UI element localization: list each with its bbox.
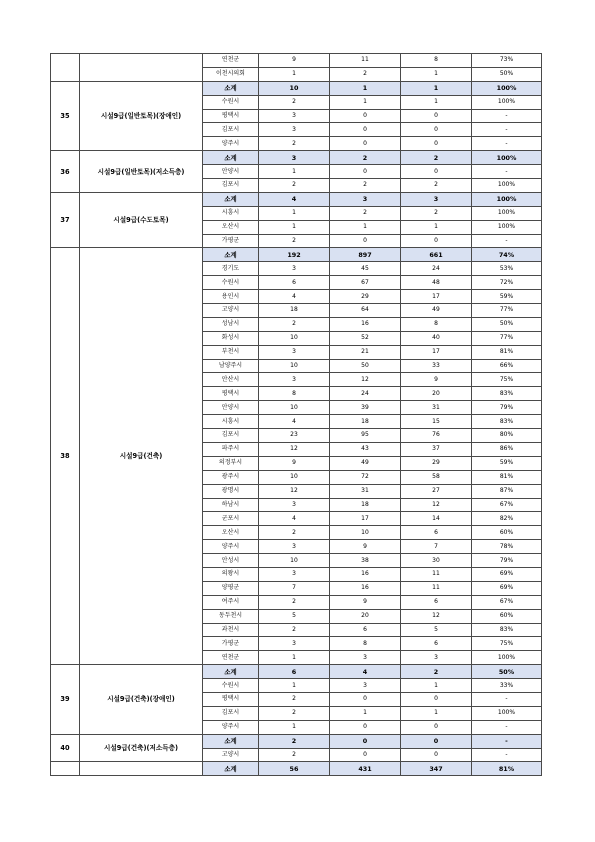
value-cell-2: 0	[330, 734, 401, 748]
region-cell: 소계	[203, 248, 259, 262]
region-cell: 가평군	[203, 637, 259, 651]
value-cell-3: 12	[401, 498, 472, 512]
region-cell: 군포시	[203, 512, 259, 526]
rate-cell: 67%	[472, 595, 542, 609]
region-cell: 성남시	[203, 317, 259, 331]
value-cell-1: 3	[259, 123, 330, 137]
region-cell: 양평군	[203, 581, 259, 595]
value-cell-2: 16	[330, 317, 401, 331]
value-cell-2: 64	[330, 304, 401, 318]
rate-cell: 77%	[472, 304, 542, 318]
group-number-cell: 39	[51, 665, 80, 734]
value-cell-1: 2	[259, 706, 330, 720]
subtotal-row	[51, 192, 542, 206]
value-cell-1: 3	[259, 151, 330, 165]
value-cell-2: 67	[330, 276, 401, 290]
value-cell-2: 9	[330, 540, 401, 554]
region-cell: 남양주시	[203, 359, 259, 373]
value-cell-2: 2	[330, 179, 401, 193]
region-cell: 의왕시	[203, 567, 259, 581]
value-cell-1: 10	[259, 470, 330, 484]
value-cell-2: 45	[330, 262, 401, 276]
rate-cell: -	[472, 720, 542, 734]
value-cell-2: 20	[330, 609, 401, 623]
value-cell-3: 15	[401, 415, 472, 429]
value-cell-2: 897	[330, 248, 401, 262]
region-cell: 수원시	[203, 276, 259, 290]
rate-cell: 75%	[472, 373, 542, 387]
value-cell-1: 4	[259, 290, 330, 304]
value-cell-1: 12	[259, 484, 330, 498]
group-category-cell: 시설9급(건축)(저소득층)	[80, 734, 203, 762]
value-cell-2: 3	[330, 679, 401, 693]
value-cell-3: 3	[401, 192, 472, 206]
value-cell-2: 39	[330, 401, 401, 415]
value-cell-2: 1	[330, 706, 401, 720]
rate-cell: -	[472, 109, 542, 123]
rate-cell: -	[472, 734, 542, 748]
rate-cell: 100%	[472, 151, 542, 165]
value-cell-1: 5	[259, 609, 330, 623]
value-cell-1: 10	[259, 401, 330, 415]
rate-cell: -	[472, 165, 542, 179]
value-cell-3: 17	[401, 345, 472, 359]
rate-cell: 69%	[472, 581, 542, 595]
value-cell-3: 0	[401, 234, 472, 248]
value-cell-1: 2	[259, 748, 330, 762]
rate-cell: 100%	[472, 206, 542, 220]
region-cell: 경기도	[203, 262, 259, 276]
value-cell-2: 10	[330, 526, 401, 540]
value-cell-3: 1	[401, 95, 472, 109]
value-cell-2: 0	[330, 748, 401, 762]
region-cell: 광명시	[203, 484, 259, 498]
region-cell: 과천시	[203, 623, 259, 637]
region-cell: 용인시	[203, 290, 259, 304]
value-cell-2: 1	[330, 220, 401, 234]
value-cell-3: 29	[401, 456, 472, 470]
value-cell-3: 49	[401, 304, 472, 318]
value-cell-1: 3	[259, 345, 330, 359]
region-cell: 이천시의회	[203, 67, 259, 81]
value-cell-3: 0	[401, 720, 472, 734]
value-cell-3: 8	[401, 54, 472, 68]
value-cell-3: 8	[401, 317, 472, 331]
table-body	[51, 54, 542, 776]
value-cell-3: 27	[401, 484, 472, 498]
value-cell-3: 2	[401, 206, 472, 220]
value-cell-3: 31	[401, 401, 472, 415]
value-cell-3: 1	[401, 679, 472, 693]
value-cell-3: 40	[401, 331, 472, 345]
value-cell-3: 76	[401, 429, 472, 443]
recruitment-results-table	[50, 53, 542, 776]
region-cell: 의정부시	[203, 456, 259, 470]
value-cell-1: 9	[259, 456, 330, 470]
value-cell-3: 3	[401, 651, 472, 665]
value-cell-2: 0	[330, 123, 401, 137]
region-cell: 소계	[203, 734, 259, 748]
value-cell-1: 2	[259, 95, 330, 109]
value-cell-3: 1	[401, 67, 472, 81]
group-number-cell	[51, 54, 80, 82]
rate-cell: 83%	[472, 623, 542, 637]
value-cell-1: 18	[259, 304, 330, 318]
value-cell-2: 16	[330, 567, 401, 581]
value-cell-1: 1	[259, 720, 330, 734]
value-cell-3: 2	[401, 665, 472, 679]
region-cell: 김포시	[203, 179, 259, 193]
rate-cell: -	[472, 123, 542, 137]
value-cell-2: 0	[330, 720, 401, 734]
rate-cell: 80%	[472, 429, 542, 443]
value-cell-1: 2	[259, 692, 330, 706]
value-cell-3: 6	[401, 526, 472, 540]
value-cell-1: 192	[259, 248, 330, 262]
value-cell-3: 11	[401, 567, 472, 581]
rate-cell: 81%	[472, 762, 542, 776]
value-cell-3: 0	[401, 137, 472, 151]
region-cell: 소계	[203, 81, 259, 95]
rate-cell: 50%	[472, 317, 542, 331]
region-cell: 안성시	[203, 554, 259, 568]
region-cell: 파주시	[203, 442, 259, 456]
rate-cell: 60%	[472, 609, 542, 623]
value-cell-2: 0	[330, 165, 401, 179]
region-cell: 평택시	[203, 387, 259, 401]
value-cell-1: 3	[259, 373, 330, 387]
value-cell-3: 661	[401, 248, 472, 262]
value-cell-1: 3	[259, 262, 330, 276]
rate-cell: 72%	[472, 276, 542, 290]
rate-cell: -	[472, 234, 542, 248]
value-cell-1: 10	[259, 359, 330, 373]
recruitment-results-table-page	[50, 53, 541, 776]
subtotal-row	[51, 151, 542, 165]
value-cell-1: 3	[259, 637, 330, 651]
rate-cell: 100%	[472, 706, 542, 720]
value-cell-3: 12	[401, 609, 472, 623]
value-cell-3: 2	[401, 179, 472, 193]
rate-cell: 87%	[472, 484, 542, 498]
region-cell: 소계	[203, 192, 259, 206]
region-cell: 시흥시	[203, 415, 259, 429]
subtotal-row	[51, 734, 542, 748]
group-category-cell: 시설9급(건축)	[80, 248, 203, 665]
region-cell: 연천군	[203, 651, 259, 665]
value-cell-3: 0	[401, 109, 472, 123]
rate-cell: 81%	[472, 345, 542, 359]
value-cell-3: 5	[401, 623, 472, 637]
value-cell-3: 9	[401, 373, 472, 387]
region-cell: 소계	[203, 151, 259, 165]
value-cell-2: 38	[330, 554, 401, 568]
value-cell-1: 12	[259, 442, 330, 456]
value-cell-3: 58	[401, 470, 472, 484]
value-cell-3: 0	[401, 165, 472, 179]
value-cell-3: 1	[401, 81, 472, 95]
value-cell-2: 16	[330, 581, 401, 595]
group-number-cell: 35	[51, 81, 80, 150]
value-cell-1: 56	[259, 762, 330, 776]
region-cell: 평택시	[203, 109, 259, 123]
region-cell: 광주시	[203, 470, 259, 484]
value-cell-1: 2	[259, 526, 330, 540]
value-cell-2: 2	[330, 151, 401, 165]
value-cell-2: 52	[330, 331, 401, 345]
value-cell-3: 0	[401, 692, 472, 706]
value-cell-1: 23	[259, 429, 330, 443]
rate-cell: 75%	[472, 637, 542, 651]
value-cell-3: 0	[401, 734, 472, 748]
region-cell: 소계	[203, 665, 259, 679]
subtotal-row	[51, 81, 542, 95]
value-cell-2: 6	[330, 623, 401, 637]
region-cell: 양주시	[203, 137, 259, 151]
region-cell: 소계	[203, 762, 259, 776]
rate-cell: 83%	[472, 387, 542, 401]
value-cell-1: 1	[259, 220, 330, 234]
blank-cell	[80, 762, 203, 776]
rate-cell: 100%	[472, 192, 542, 206]
value-cell-3: 33	[401, 359, 472, 373]
value-cell-2: 50	[330, 359, 401, 373]
value-cell-1: 6	[259, 665, 330, 679]
region-cell: 동두천시	[203, 609, 259, 623]
rate-cell: 86%	[472, 442, 542, 456]
value-cell-2: 0	[330, 692, 401, 706]
value-cell-3: 24	[401, 262, 472, 276]
value-cell-1: 10	[259, 331, 330, 345]
region-cell: 안양시	[203, 401, 259, 415]
region-cell: 하남시	[203, 498, 259, 512]
value-cell-2: 2	[330, 206, 401, 220]
value-cell-2: 2	[330, 67, 401, 81]
group-category-cell	[80, 54, 203, 82]
rate-cell: 69%	[472, 567, 542, 581]
region-cell: 수원시	[203, 679, 259, 693]
value-cell-1: 2	[259, 137, 330, 151]
group-category-cell: 시설9급(일반토목)(장애인)	[80, 81, 203, 150]
value-cell-1: 1	[259, 206, 330, 220]
rate-cell: 79%	[472, 401, 542, 415]
value-cell-3: 1	[401, 220, 472, 234]
value-cell-2: 18	[330, 415, 401, 429]
value-cell-2: 4	[330, 665, 401, 679]
value-cell-3: 0	[401, 748, 472, 762]
rate-cell: 100%	[472, 81, 542, 95]
group-number-cell: 36	[51, 151, 80, 193]
value-cell-2: 18	[330, 498, 401, 512]
region-cell: 김포시	[203, 429, 259, 443]
region-cell: 안양시	[203, 165, 259, 179]
value-cell-2: 29	[330, 290, 401, 304]
value-cell-2: 21	[330, 345, 401, 359]
rate-cell: 78%	[472, 540, 542, 554]
region-cell: 김포시	[203, 706, 259, 720]
value-cell-3: 347	[401, 762, 472, 776]
value-cell-2: 8	[330, 637, 401, 651]
value-cell-1: 2	[259, 623, 330, 637]
rate-cell: 33%	[472, 679, 542, 693]
value-cell-1: 6	[259, 276, 330, 290]
value-cell-2: 12	[330, 373, 401, 387]
rate-cell: 73%	[472, 54, 542, 68]
table-row	[51, 54, 542, 68]
region-cell: 연천군	[203, 54, 259, 68]
value-cell-2: 31	[330, 484, 401, 498]
value-cell-2: 95	[330, 429, 401, 443]
rate-cell: 82%	[472, 512, 542, 526]
value-cell-1: 10	[259, 81, 330, 95]
value-cell-3: 20	[401, 387, 472, 401]
value-cell-1: 3	[259, 498, 330, 512]
rate-cell: -	[472, 692, 542, 706]
value-cell-3: 14	[401, 512, 472, 526]
value-cell-2: 49	[330, 456, 401, 470]
rate-cell: 79%	[472, 554, 542, 568]
value-cell-2: 0	[330, 234, 401, 248]
region-cell: 오산시	[203, 526, 259, 540]
rate-cell: 74%	[472, 248, 542, 262]
value-cell-1: 2	[259, 595, 330, 609]
region-cell: 여주시	[203, 595, 259, 609]
value-cell-1: 1	[259, 165, 330, 179]
value-cell-1: 4	[259, 192, 330, 206]
region-cell: 양주시	[203, 720, 259, 734]
value-cell-2: 1	[330, 81, 401, 95]
region-cell: 수원시	[203, 95, 259, 109]
value-cell-2: 0	[330, 137, 401, 151]
value-cell-3: 7	[401, 540, 472, 554]
rate-cell: 50%	[472, 67, 542, 81]
region-cell: 오산시	[203, 220, 259, 234]
value-cell-2: 0	[330, 109, 401, 123]
value-cell-2: 17	[330, 512, 401, 526]
value-cell-1: 2	[259, 734, 330, 748]
rate-cell: 83%	[472, 415, 542, 429]
value-cell-1: 1	[259, 679, 330, 693]
value-cell-2: 43	[330, 442, 401, 456]
value-cell-1: 3	[259, 540, 330, 554]
rate-cell: -	[472, 748, 542, 762]
region-cell: 화성시	[203, 331, 259, 345]
value-cell-1: 4	[259, 512, 330, 526]
rate-cell: 100%	[472, 179, 542, 193]
value-cell-2: 1	[330, 95, 401, 109]
rate-cell: 100%	[472, 651, 542, 665]
value-cell-1: 8	[259, 387, 330, 401]
value-cell-2: 431	[330, 762, 401, 776]
group-category-cell: 시설9급(수도토목)	[80, 192, 203, 248]
value-cell-2: 9	[330, 595, 401, 609]
value-cell-3: 6	[401, 595, 472, 609]
region-cell: 김포시	[203, 123, 259, 137]
value-cell-1: 2	[259, 234, 330, 248]
subtotal-row	[51, 248, 542, 262]
value-cell-3: 11	[401, 581, 472, 595]
rate-cell: 59%	[472, 456, 542, 470]
value-cell-1: 3	[259, 109, 330, 123]
region-cell: 양주시	[203, 540, 259, 554]
value-cell-3: 37	[401, 442, 472, 456]
value-cell-1: 2	[259, 179, 330, 193]
rate-cell: 100%	[472, 95, 542, 109]
rate-cell: 50%	[472, 665, 542, 679]
value-cell-2: 3	[330, 651, 401, 665]
value-cell-1: 10	[259, 554, 330, 568]
value-cell-1: 1	[259, 651, 330, 665]
group-number-cell: 37	[51, 192, 80, 248]
region-cell: 고양시	[203, 304, 259, 318]
region-cell: 부천시	[203, 345, 259, 359]
subtotal-row	[51, 665, 542, 679]
value-cell-2: 3	[330, 192, 401, 206]
value-cell-3: 2	[401, 151, 472, 165]
group-number-cell: 40	[51, 734, 80, 762]
region-cell: 가평군	[203, 234, 259, 248]
value-cell-1: 1	[259, 67, 330, 81]
value-cell-1: 9	[259, 54, 330, 68]
value-cell-2: 24	[330, 387, 401, 401]
group-number-cell: 38	[51, 248, 80, 665]
value-cell-3: 48	[401, 276, 472, 290]
value-cell-1: 4	[259, 415, 330, 429]
rate-cell: 67%	[472, 498, 542, 512]
value-cell-1: 3	[259, 567, 330, 581]
rate-cell: 59%	[472, 290, 542, 304]
rate-cell: 60%	[472, 526, 542, 540]
value-cell-3: 17	[401, 290, 472, 304]
rate-cell: 81%	[472, 470, 542, 484]
region-cell: 고양시	[203, 748, 259, 762]
rate-cell: 53%	[472, 262, 542, 276]
region-cell: 안산시	[203, 373, 259, 387]
group-category-cell: 시설9급(건축)(장애인)	[80, 665, 203, 734]
value-cell-3: 1	[401, 706, 472, 720]
rate-cell: -	[472, 137, 542, 151]
rate-cell: 66%	[472, 359, 542, 373]
rate-cell: 100%	[472, 220, 542, 234]
value-cell-1: 2	[259, 317, 330, 331]
value-cell-3: 0	[401, 123, 472, 137]
region-cell: 시흥시	[203, 206, 259, 220]
value-cell-2: 72	[330, 470, 401, 484]
value-cell-2: 11	[330, 54, 401, 68]
region-cell: 평택시	[203, 692, 259, 706]
final-total-row	[51, 762, 542, 776]
value-cell-1: 7	[259, 581, 330, 595]
rate-cell: 77%	[472, 331, 542, 345]
group-category-cell: 시설9급(일반토목)(저소득층)	[80, 151, 203, 193]
value-cell-3: 30	[401, 554, 472, 568]
value-cell-3: 6	[401, 637, 472, 651]
blank-cell	[51, 762, 80, 776]
